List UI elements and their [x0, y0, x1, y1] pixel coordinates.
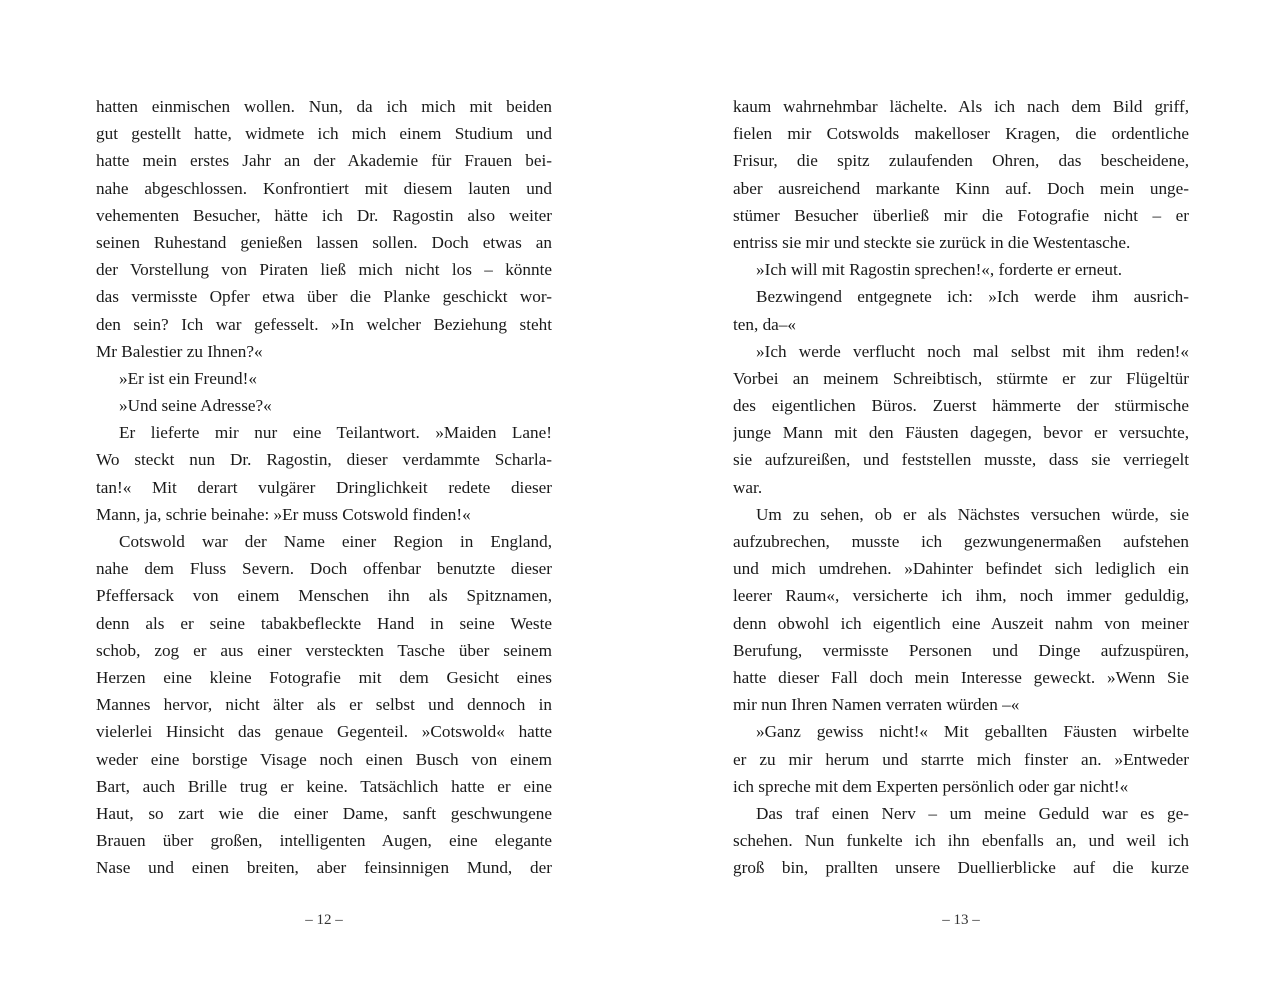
- text-line: Bart, auch Brille trug er keine. Tatsächlich hatte er eine: [96, 776, 552, 796]
- text-line: nahe abgeschlossen. Konfrontiert mit diesem lauten und: [96, 178, 552, 198]
- text-line: Frisur, die spitz zulaufenden Ohren, das bescheidene,: [733, 151, 1189, 171]
- text-line: Nase und einen breiten, aber feinsinnigen Mund, der: [96, 858, 552, 878]
- left-page-text: [96, 93, 552, 881]
- text-line: Um zu sehen, ob er als Nächstes versuchen würde, sie: [756, 504, 1189, 524]
- text-line: schob, zog er aus einer versteckten Tasche über seinem: [96, 640, 552, 660]
- text-line: den sein? Ich war gefesselt. »In welcher Beziehung steht: [96, 314, 552, 334]
- text-line: denn obwohl ich eigentlich eine Auszeit nahm von meiner: [733, 613, 1189, 633]
- text-line: Pfeffersack von einem Menschen ihn als Spitznamen,: [96, 586, 552, 606]
- text-line: junge Mann mit den Fäusten dagegen, bevor er versuchte,: [733, 423, 1189, 443]
- left-page-number: – 12 –: [305, 912, 343, 928]
- text-line: schehen. Nun funkelte ich ihn ebenfalls an, und weil ich: [733, 831, 1189, 851]
- text-line: stümer Besucher überließ mir die Fotografie nicht – er: [733, 205, 1189, 225]
- text-line: entriss sie mir und steckte sie zurück in die Westentasche.: [733, 232, 1131, 252]
- text-line: und mich umdrehen. »Dahinter befindet sich lediglich ein: [733, 559, 1189, 579]
- text-line: Mr Balestier zu Ihnen?«: [96, 341, 263, 361]
- text-line: er zu mir herum und starrte mich finster an. »Entweder: [733, 749, 1189, 769]
- text-line: leerer Raum«, versicherte ich ihm, noch immer geduldig,: [733, 586, 1189, 606]
- text-line: Brauen über großen, intelligenten Augen, eine elegante: [96, 831, 552, 851]
- text-line: denn als er seine tabakbefleckte Hand in seine Weste: [96, 613, 552, 633]
- text-line: sie aufzureißen, und feststellen musste, dass sie verriegelt: [733, 450, 1189, 470]
- text-line: Berufung, vermisste Personen und Dinge aufzuspüren,: [733, 640, 1189, 660]
- text-line: des eigentlichen Büros. Zuerst hämmerte der stürmische: [733, 396, 1189, 416]
- text-line: »Er ist ein Freund!«: [119, 368, 257, 388]
- text-line: Cotswold war der Name einer Region in England,: [119, 532, 552, 551]
- text-line: das vermisste Opfer etwa über die Planke geschickt wor-: [96, 287, 552, 307]
- text-line: Er lieferte mir nur eine Teilantwort. »Maiden Lane!: [119, 423, 552, 443]
- text-line: Mann, ja, schrie beinahe: »Er muss Cotswold finden!«: [96, 504, 471, 524]
- right-page-number: – 13 –: [942, 912, 980, 928]
- text-line: der Vorstellung von Piraten ließ mich nicht los – könnte: [96, 260, 552, 280]
- text-line: ten, da–«: [733, 314, 797, 334]
- text-line: tan!« Mit derart vulgärer Dringlichkeit redete dieser: [96, 477, 552, 497]
- text-line: Vorbei an meinem Schreibtisch, stürmte er zur Flügeltür: [733, 368, 1189, 388]
- text-line: »Ich will mit Ragostin sprechen!«, forderte er erneut.: [756, 260, 1123, 280]
- text-line: kaum wahrnehmbar lächelte. Als ich nach dem Bild griff,: [733, 97, 1189, 116]
- text-line: aufzubrechen, musste ich gezwungenermaßen aufstehen: [733, 532, 1189, 551]
- text-line: Das traf einen Nerv – um meine Geduld war es ge-: [756, 803, 1189, 823]
- text-line: fielen mir Cotswolds makelloser Kragen, die ordentliche: [733, 124, 1189, 144]
- text-line: groß bin, prallten unsere Duellierblicke auf die kurze: [733, 858, 1189, 878]
- text-line: hatten einmischen wollen. Nun, da ich mich mit beiden: [96, 97, 552, 116]
- text-line: Mannes hervor, nicht älter als er selbst und dennoch in: [96, 695, 552, 715]
- text-line: ich spreche mit dem Experten persönlich oder gar nicht!«: [733, 776, 1129, 796]
- text-line: Haut, so zart wie die einer Dame, sanft geschwungene: [96, 803, 552, 823]
- text-line: mir nun Ihren Namen verraten würden –«: [733, 695, 1020, 715]
- text-line: gut gestellt hatte, widmete ich mich einem Studium und: [96, 124, 552, 144]
- text-line: vehementen Besucher, hätte ich Dr. Ragostin also weiter: [96, 205, 552, 225]
- text-line: Herzen eine kleine Fotografie mit dem Gesicht eines: [96, 667, 552, 687]
- text-line: nahe dem Fluss Severn. Doch offenbar benutzte dieser: [96, 559, 552, 579]
- text-line: weder eine borstige Visage noch einen Busch von einem: [96, 749, 552, 769]
- text-line: »Ganz gewiss nicht!« Mit geballten Fäusten wirbelte: [756, 722, 1189, 742]
- text-line: war.: [733, 477, 763, 497]
- text-line: Wo steckt nun Dr. Ragostin, dieser verdammte Scharla-: [96, 450, 552, 470]
- text-line: Bezwingend entgegnete ich: »Ich werde ihm ausrich-: [756, 287, 1189, 307]
- right-page-text: [733, 93, 1189, 881]
- text-line: seinen Ruhestand genießen lassen sollen. Doch etwas an: [96, 232, 552, 252]
- text-line: vielerlei Hinsicht das genaue Gegenteil. »Cotswold« hatte: [96, 722, 552, 742]
- text-line: hatte dieser Fall doch mein Interesse geweckt. »Wenn Sie: [733, 667, 1189, 687]
- text-line: »Und seine Adresse?«: [119, 396, 272, 416]
- text-line: aber ausreichend markante Kinn auf. Doch mein unge-: [733, 178, 1189, 198]
- text-line: hatte mein erstes Jahr an der Akademie für Frauen bei-: [96, 151, 552, 171]
- text-line: »Ich werde verflucht noch mal selbst mit ihm reden!«: [756, 341, 1189, 361]
